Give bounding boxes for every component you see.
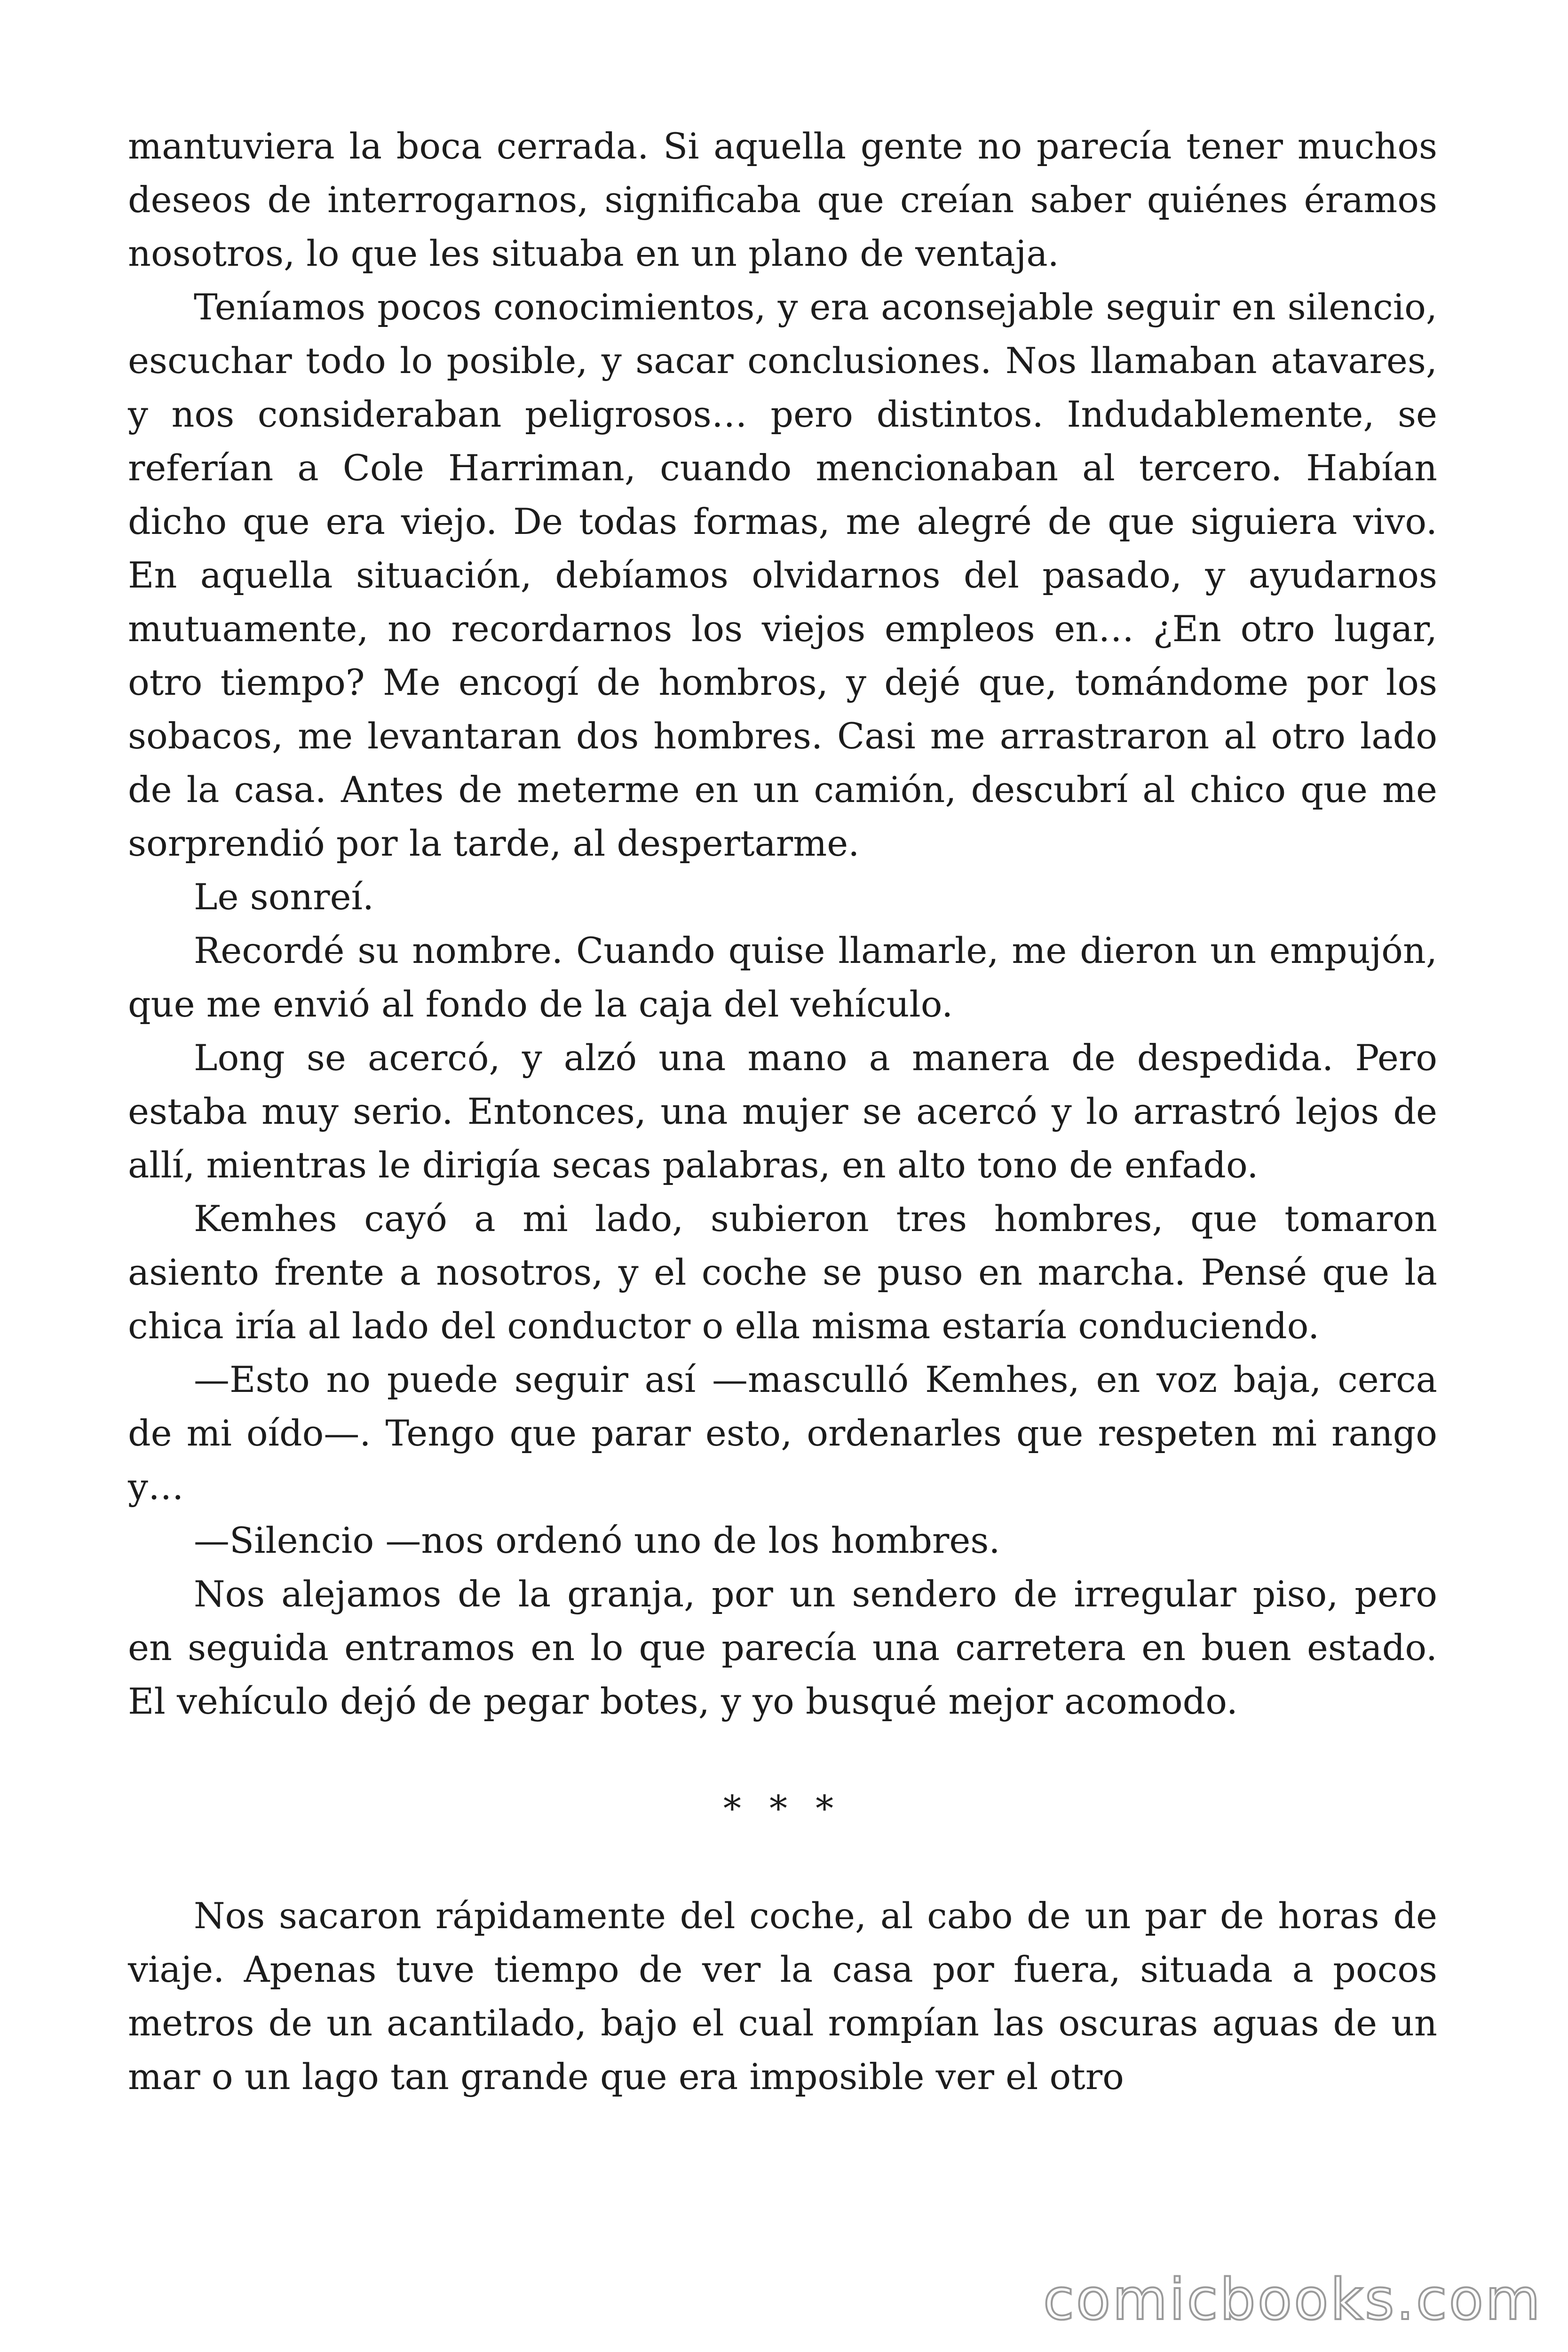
paragraph-7: —Esto no puede seguir así —masculló Kemhes, en voz baja, cerca de mi oído—. Tengo que parar esto, ordenarles que respeten mi rango y… <box>128 1359 1437 1508</box>
watermark-logo: comicbooks.com <box>1043 2267 1542 2333</box>
paragraph-9: Nos alejamos de la granja, por un sendero de irregular piso, pero en seguida entramos en lo que parecía una carretera en buen estado. El vehículo dejó de pegar botes, y yo busqué mejor acomodo. <box>128 1573 1437 1722</box>
paragraph-10: Nos sacaron rápidamente del coche, al cabo de un par de horas de viaje. Apenas tuve tiempo de ver la casa por fuera, situada a pocos metros de un acantilado, bajo el cual rompían las oscuras aguas de un mar o un lago tan grande que era imposible ver el otro <box>128 1895 1437 2098</box>
paragraph-5: Long se acercó, y alzó una mano a manera de despedida. Pero estaba muy serio. Entonces, una mujer se acercó y lo arrastró lejos de allí, mientras le dirigía secas palabras, en alto tono de enfado. <box>128 1037 1437 1186</box>
paragraph-2: Teníamos pocos conocimientos, y era aconsejable seguir en silencio, escuchar todo lo posible, y sacar conclusiones. Nos llamaban atavares, y nos consideraban peligrosos… pero distintos. Indudablemente, se referían a Cole Harriman, cuando mencionaban al tercero. Habían dicho que era viejo. De todas formas, me alegré de que siguiera vivo. En aquella situación, debíamos olvidarnos del pasado, y ayudarnos mutuamente, no recordarnos los viejos empleos en… ¿En otro lugar, otro tiempo? Me encogí de hombros, y dejé que, tomándome por los sobacos, me levantaran dos hombres. Casi me arrastraron al otro lado de la casa. Antes de meterme en un camión, descubrí al chico que me sorprendió por la tarde, al despertarme. <box>128 286 1437 864</box>
paragraph-3: Le sonreí. <box>194 876 374 918</box>
paragraph-4: Recordé su nombre. Cuando quise llamarle, me dieron un empujón, que me envió al fondo de la caja del vehículo. <box>128 930 1437 1025</box>
paragraph-1: mantuviera la boca cerrada. Si aquella gente no parecía tener muchos deseos de interrogarnos, significaba que creían saber quiénes éramos nosotros, lo que les situaba en un plano de ventaja. <box>128 125 1437 274</box>
book-page <box>128 119 1437 2104</box>
paragraph-8: —Silencio —nos ordenó uno de los hombres. <box>194 1519 1000 1561</box>
paragraph-6: Kemhes cayó a mi lado, subieron tres hombres, que tomaron asiento frente a nosotros, y el coche se puso en marcha. Pensé que la chica iría al lado del conductor o ella misma estaría conduciendo. <box>128 1198 1437 1347</box>
scene-break: * * * <box>723 1788 842 1829</box>
